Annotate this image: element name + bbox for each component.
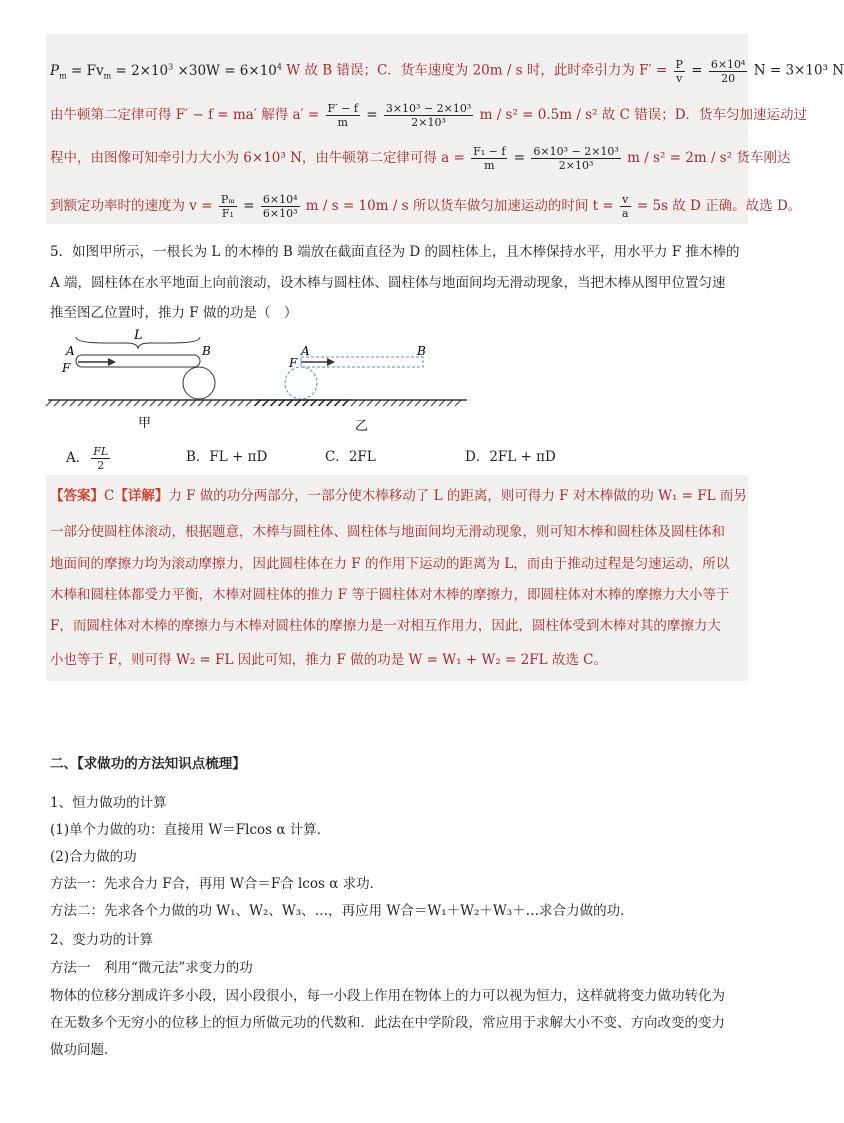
label-F: F <box>62 361 71 375</box>
answer-line-6: 小也等于 F，则可得 W₂ = FL 因此可知，推力 F 做的功是 W = W₁ + W₂ = 2FL 故选 C。 <box>50 652 607 668</box>
label-F: F <box>289 356 298 370</box>
section-line: 在无数多个无穷小的位移上的恒力所做元功的代数和．此法在中学阶段，常应用于求解大小不变、方向改变的变力 <box>50 1015 725 1031</box>
fraction: $\frac{\text{6×10³ − 2×10³}}{\text{2×10³}}$ <box>533 145 619 172</box>
section-line: 方法一：先求合力 F合，再用 W合＝F合 lcos α 求功． <box>50 876 384 892</box>
detail-tag: 【详解】 <box>114 488 169 504</box>
fraction: $\frac{\text{Pₘ}}{\text{F₁}}$ <box>220 193 235 220</box>
solution-line-4: 到额定功率时的速度为 v = $\frac{\text{Pₘ}}{\text{F₁}}$ = $\frac{\text{6×10⁴}}{\text{6×10³}}$ m / s = 10m / s 所以货车做匀加速运动的时间 t = $\frac{v}{a}$ = 5s 故 D 正确。故选 D。 <box>50 193 802 220</box>
label-A: A <box>66 344 75 358</box>
solution-line-1: $P_m = Fv_m = 2\times 10^3 \times 30W = 6\times 10^4$ W 故 B 错误；C．货车速度为 20m / s 时，此时牵引力为 F′ = $\frac{P}{v}$ = $\frac{\text{6×10⁴}}{20}$ N = 3×10³ N <box>50 57 844 85</box>
answer-line-3: 地面间的摩擦力均为滚动摩擦力，因此圆柱体在力 F 的作用下运动的距离为 L，而由于推动过程是匀速运动，所以 <box>50 556 730 572</box>
fraction: $\frac{\text{F₁ − f}}{m}$ <box>473 145 506 172</box>
question-line-1: 5．如图甲所示，一根长为 L 的木棒的 B 端放在截面直径为 D 的圆柱体上，且木棒保持水平，用水平力 F 推木棒的 <box>50 244 740 260</box>
fraction: $\frac{v}{a}$ <box>622 193 629 220</box>
answer-line-4: 木棒和圆柱体都受力平衡，木棒对圆柱体的推力 F 等于圆柱体对木棒的摩擦力，即圆柱体对木棒的摩擦力大小等于 <box>50 587 730 603</box>
section-line: 做功问题． <box>50 1042 118 1058</box>
caption-yi: 乙 <box>355 419 369 434</box>
fraction: $\frac{P}{v}$ <box>675 57 683 85</box>
question-line-2: A 端，圆柱体在水平地面上向前滚动，设木棒与圆柱体、圆柱体与地面间均无滑动现象，当把木棒从图甲位置匀速 <box>50 275 726 291</box>
section-line: 1、恒力做功的计算 <box>50 795 167 811</box>
fraction: $\frac{\text{6×10⁴}}{\text{6×10³}}$ <box>262 193 298 220</box>
answer-line-1: 【答案】C【详解】力 F 做的功分两部分，一部分使木棒移动了 L 的距离，则可得力 F 对木棒做的功 W₁ = FL 而另 <box>50 488 747 504</box>
fraction: $\frac{FL}{2}$ <box>93 445 109 472</box>
cylinder-dashed <box>285 367 317 399</box>
section-line: 方法二：先求各个力做的功 W₁、W₂、W₃、…，再应用 W合＝W₁＋W₂＋W₃＋…求合力做的功． <box>50 903 634 919</box>
answer-tag: 【答案】 <box>50 488 104 504</box>
section-line: (2)合力做的功 <box>50 849 137 865</box>
force-arrowhead <box>327 358 335 366</box>
fraction: $\frac{\text{3×10³ − 2×10³}}{\text{2×10³}}$ <box>385 102 472 129</box>
section-heading: 二、【求做功的方法知识点梳理】 <box>50 756 246 772</box>
option-b: B．FL + πD <box>186 449 268 465</box>
answer-line-2: 一部分使圆柱体滚动，根据题意，木棒与圆柱体、圆柱体与地面间均无滑动现象，则可知木棒和圆柱体及圆柱体和 <box>50 524 725 540</box>
label-A: A <box>301 344 310 358</box>
label-L: L <box>134 328 143 343</box>
label-B: B <box>202 344 211 358</box>
cylinder <box>183 367 215 399</box>
wooden-rod <box>76 355 200 367</box>
section-line: 方法一 利用“微元法”求变力的功 <box>50 960 253 976</box>
label-B: B <box>417 344 426 358</box>
solution-line-2: 由牛顿第二定律可得 F′ − f = ma′ 解得 a′ = $\frac{F' - f}{m}$ = $\frac{\text{3×10³ − 2×10³}}{\text{2×10³}}$ m / s² = 0.5m / s² 故 C 错误；D．货车匀加速运动过 <box>50 102 808 129</box>
question-line-3: 推至图乙位置时，推力 F 做的功是（ ） <box>50 305 298 321</box>
solution-line-3: 程中，由图像可知牵引力大小为 6×10³ N，由牛顿第二定律可得 a = $\frac{\text{F₁ − f}}{m}$ = $\frac{\text{6×10³ − 2×10³}}{\text{2×10³}}$ m / s² = 2m / s² 货车刚达 <box>50 145 791 172</box>
fraction: $\frac{\text{6×10⁴}}{20}$ <box>710 57 746 85</box>
answer-line-5: F，而圆柱体对木棒的摩擦力与木棒对圆柱体的摩擦力是一对相互作用力，因此，圆柱体受到木棒对其的摩擦力大 <box>50 618 721 634</box>
section-line: 2、变力功的计算 <box>50 932 154 948</box>
option-a: A． $\frac{FL}{2}$ <box>66 445 109 472</box>
fraction: $\frac{F' - f}{m}$ <box>327 102 358 129</box>
option-d: D．2FL + πD <box>465 449 556 465</box>
option-c: C．2FL <box>325 449 376 465</box>
section-line: 物体的位移分割成许多小段，因小段很小，每一小段上作用在物体上的力可以视为恒力，这样就将变力做功转化为 <box>50 988 725 1004</box>
section-line: (1)单个力做的功：直接用 W＝Flcos α 计算． <box>50 822 331 838</box>
caption-jia: 甲 <box>138 416 152 431</box>
figure-yi <box>255 335 470 435</box>
ground-hatching <box>255 400 461 406</box>
